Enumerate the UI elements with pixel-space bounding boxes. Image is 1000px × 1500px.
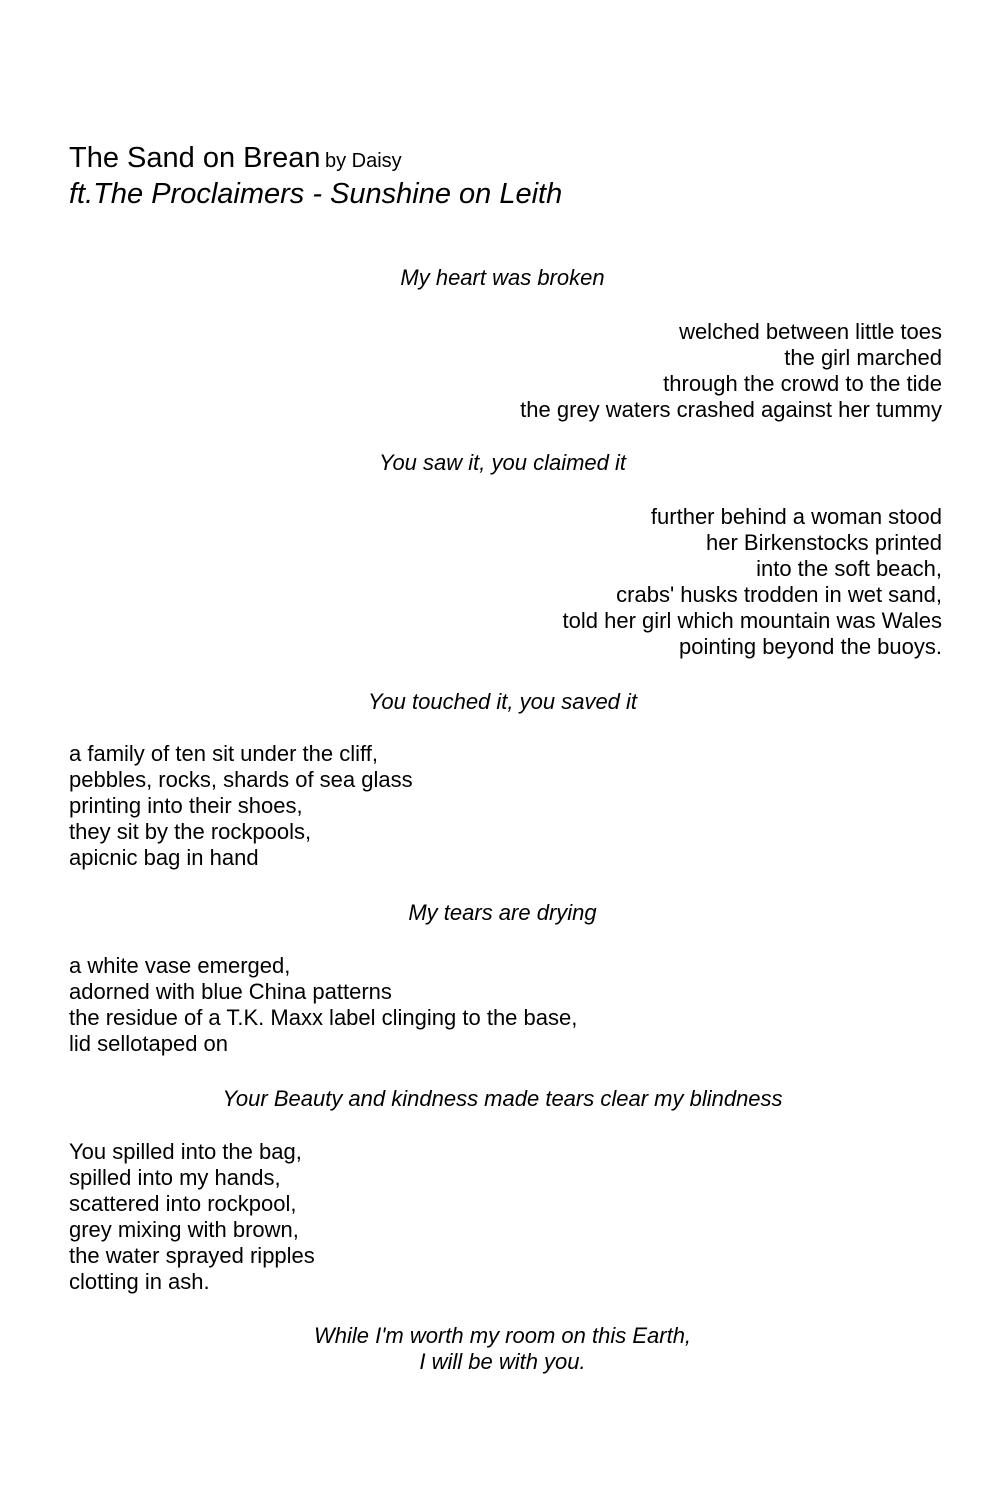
stanza-5 <box>69 1139 315 1295</box>
stanza-line: told her girl which mountain was Wales <box>562 608 942 633</box>
stanza-line: adorned with blue China patterns <box>69 979 392 1004</box>
refrain-2 <box>0 450 1000 476</box>
refrain-line: Your Beauty and kindness made tears clear my blindness <box>222 1086 783 1111</box>
stanza-line: clotting in ash. <box>69 1269 210 1294</box>
stanza-line: apicnic bag in hand <box>69 845 259 870</box>
refrain-3 <box>0 689 1000 715</box>
refrain-6 <box>0 1323 1000 1375</box>
stanza-line: pointing beyond the buoys. <box>679 634 942 659</box>
refrain-4 <box>0 900 1000 926</box>
stanza-2 <box>563 504 942 660</box>
refrain-line: I will be with you. <box>419 1349 586 1374</box>
stanza-line: through the crowd to the tide <box>663 371 942 396</box>
stanza-line: they sit by the rockpools, <box>69 819 312 844</box>
stanza-line: the residue of a T.K. Maxx label clinging to the base, <box>69 1005 578 1030</box>
stanza-line: welched between little toes <box>679 319 942 344</box>
stanza-line: a family of ten sit under the cliff, <box>69 741 378 766</box>
refrain-1 <box>0 265 1000 291</box>
stanza-line: grey mixing with brown, <box>69 1217 299 1242</box>
stanza-line: scattered into rockpool, <box>69 1191 297 1216</box>
refrain-line: My tears are drying <box>408 900 597 925</box>
stanza-line: spilled into my hands, <box>69 1165 281 1190</box>
stanza-line: crabs' husks trodden in wet sand, <box>616 582 942 607</box>
refrain-line: My heart was broken <box>400 265 605 290</box>
stanza-line: printing into their shoes, <box>69 793 303 818</box>
stanza-line: further behind a woman stood <box>650 504 942 529</box>
stanza-line: You spilled into the bag, <box>69 1139 302 1164</box>
stanza-line: the grey waters crashed against her tummy <box>520 397 942 422</box>
stanza-4 <box>69 953 577 1057</box>
stanza-line: a white vase emerged, <box>69 953 291 978</box>
stanza-1 <box>520 319 942 423</box>
poem-subtitle: ft.The Proclaimers - Sunshine on Leith <box>69 178 563 210</box>
refrain-5 <box>0 1086 1000 1112</box>
author-byline: by Daisy <box>324 150 402 172</box>
stanza-line: pebbles, rocks, shards of sea glass <box>69 767 413 792</box>
refrain-line: While I'm worth my room on this Earth, <box>313 1323 692 1348</box>
poem-title: The Sand on Brean <box>69 142 321 174</box>
stanza-line: the girl marched <box>784 345 942 370</box>
refrain-line: You touched it, you saved it <box>367 689 638 714</box>
refrain-line: You saw it, you claimed it <box>378 450 626 475</box>
title-line <box>69 142 402 175</box>
stanza-line: into the soft beach, <box>756 556 942 581</box>
stanza-line: the water sprayed ripples <box>69 1243 315 1268</box>
stanza-3 <box>69 741 413 871</box>
stanza-line: her Birkenstocks printed <box>706 530 942 555</box>
stanza-line: lid sellotaped on <box>69 1031 229 1056</box>
